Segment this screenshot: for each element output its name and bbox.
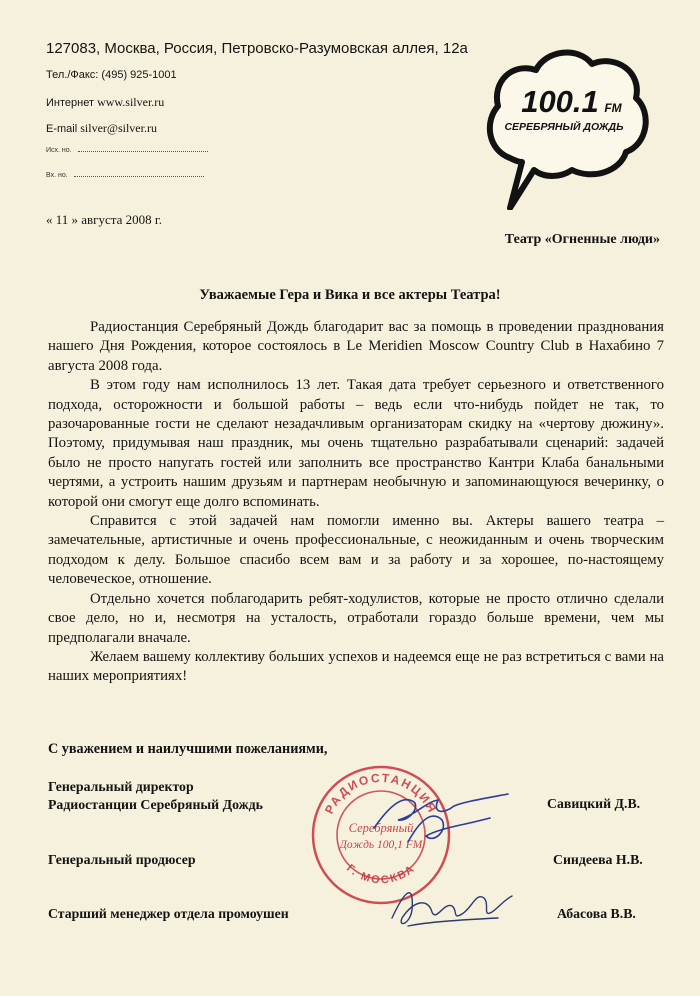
body-paragraph: В этом году нам исполнилось 13 лет. Такая дата требует серьезного и ответственного подхода, осторожности и большой работы – ведь если что-нибудь пойдет не так, то разочарованные гости не сделают незадачливым организаторам скидку на «чертову дюжину». Поэтому, придумывая наш праздник, мы очень тщательно разрабатывали сценарий: задачей было не просто напугать гостей или заполнить все пространство Кантри Клаба банальными чертями, а устроить нашим друзьям и партнерам необычную и запоминающуюся вечеринку, о которой они смогут еще долго вспоминать.	[48, 377, 664, 510]
incoming-blank	[74, 176, 204, 177]
logo-frequency: 100.1	[521, 84, 599, 119]
outgoing-blank	[78, 151, 208, 152]
sender-email	[46, 121, 157, 136]
internet-label: Интернет	[46, 97, 94, 109]
signatory-1-role-line2: Радиостанции Серебряный Дождь	[48, 797, 263, 812]
director-signature	[368, 780, 518, 850]
letter-closing: С уважением и наилучшими пожеланиями,	[48, 741, 328, 757]
signatory-1-role: Генеральный директор	[48, 779, 194, 794]
internet-value: www.silver.ru	[97, 95, 165, 109]
signatory-2-name: Синдеева Н.В.	[553, 852, 643, 867]
stamp-bottom-text: Г. МОСКВА	[344, 862, 418, 887]
signatory-3-name: Абасова В.В.	[557, 906, 636, 921]
body-paragraph: Радиостанция Серебряный Дождь благодарит вас за помощь в проведении празднования нашего Дня Рождения, которое состоялось в Le Meridien Moscow Country Club в Нахабино 7 августа 2008 года.	[48, 319, 664, 374]
incoming-number-line	[46, 172, 204, 179]
letter-date: « 11 » августа 2008 г.	[46, 212, 163, 227]
incoming-label: Вх. но.	[46, 172, 68, 179]
body-paragraph: Справится с этой задачей нам помогли именно вы. Актеры вашего театра – замечательные, артистичные и очень профессиональные, с неожиданным и очень творческим подходом к делу. Большое спасибо всем вам и за работу и за хорошее, по-настоящему человеческое, отношение.	[48, 513, 664, 588]
logo-station-name: СЕРЕБРЯНЫЙ ДОЖДЬ	[504, 121, 624, 133]
station-logo	[480, 40, 650, 210]
body-paragraph: Желаем вашему коллективу больших успехов и надеемся еще не раз встретиться с вами на наших мероприятиях!	[48, 648, 664, 685]
email-value: silver@silver.ru	[80, 121, 157, 135]
sender-phone	[46, 69, 177, 81]
stamp-center-line2: Дождь 100,1 FM	[339, 839, 423, 851]
email-label: E-mail	[46, 123, 78, 135]
signatory-2-role: Генеральный продюсер	[48, 852, 196, 867]
logo-band: FM	[604, 101, 622, 115]
sender-address: 127083, Москва, Россия, Петровско-Разумовская аллея, 12а	[46, 40, 468, 57]
letter-body	[48, 318, 664, 687]
stamp-top-text: РАДИОСТАНЦИЯ	[322, 770, 440, 817]
phone-value: (495) 925-1001	[101, 69, 177, 81]
manager-signature	[388, 878, 518, 934]
outgoing-label: Исх. но.	[46, 147, 72, 154]
body-paragraph: Отдельно хочется поблагодарить ребят-ходулистов, которые не просто отлично сделали свое дело, но и, несмотря на усталость, отработали гораздо больше времени, чем мы предполагали вначале.	[48, 590, 664, 646]
phone-label: Тел./Факс:	[46, 69, 99, 81]
stamp-center-line1: Серебряный	[348, 821, 414, 835]
sender-internet	[46, 95, 164, 110]
signatory-3-role: Старший менеджер отдела промоушен	[48, 906, 289, 921]
signatory-1-name: Савицкий Д.В.	[547, 796, 641, 811]
outgoing-number-line	[46, 147, 208, 154]
letter-recipient: Театр «Огненные люди»	[504, 232, 660, 247]
letter-salutation: Уважаемые Гера и Вика и все актеры Театра!	[199, 287, 501, 303]
